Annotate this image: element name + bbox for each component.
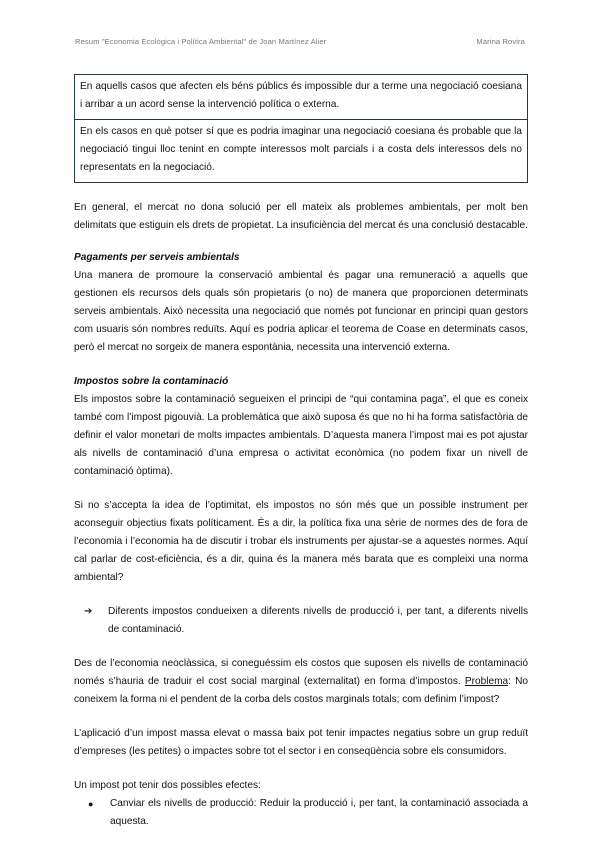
section-heading: Pagaments per serveis ambientals [74,252,240,263]
problem-label: Problema [464,676,509,687]
paragraph-optimitat: Si no s’accepta la idea de l’optimitat, els impostos no són més que un possible instrument per aconseguir objectius fixats políticament. És a dir, la política fixa una sèrie de normes des de fora de l’economia i l’economia ha de discutir i trobar els instruments per ajustar-se a aquestes normes. Aquí cal parlar de cost-eficiència, és a dir, quina és la manera més barata que es compleixi una norma ambiental? [74,500,528,583]
text-run: : No coneixem la forma ni el pendent de la corba dels costos marginals totals; com definim l’impost? [74,676,528,705]
document-body [74,74,528,831]
header-title: Resum "Economia Ecològica i Política Ambiental" de Joan Martínez Alier [75,37,327,46]
header-author: Marina Rovira [476,37,525,46]
section-paragraph: Una manera de promoure la conservació ambiental és pagar una remuneració a aquells que gestionen els recursos dels quals són propietaris (o no) de manera que proporcionen determinats serveis ambientals. Això necessita una negociació que només pot funcionar en principi quan gestors com usuaris són nombres reduïts. Aquí es podria aplicar el teorema de Coase en determinats casos, però el mercat no sorgeix de manera espontània, necessita una intervenció externa. [74,270,528,353]
arrow-right-icon: ➔ [84,606,93,617]
section-paragraph: Els impostos sobre la contaminació segueixen el principi de “qui contamina paga”, el que es coneix també com l’impost pigouvià. La problemàtica que això suposa és que no hi ha forma satisfactòria de definir el valor monetari de molts impactes ambientals. D’aquesta manera l’impost mai es pot ajustar als nivells de contaminació d’una empresa o activitat econòmica (no podem fixar un nivell de contaminació òptima). [74,394,528,477]
callout-text: En els casos en què potser sí que es podria imaginar una negociació coesiana és probable que la negociació tingui lloc tenint en compte interessos molt parcials i a costa dels interessos dels no representats en la negociació. [80,126,522,173]
section-heading: Impostos sobre la contaminació [74,376,229,387]
bullet-dot-icon: ● [88,799,94,809]
paragraph-neoclassica [74,655,528,709]
paragraph-efectes: Un impost pot tenir dos possibles efectes: [74,780,261,791]
text-run: Des de l’economia neoclàssica, si coneguéssim els costos que suposen els nivells de contaminació només s’hauria de traduir el cost social marginal (externalitat) en forma d’impostos. [74,658,528,687]
list-item [88,795,528,831]
paragraph-aplicacio: L’aplicació d’un impost massa elevat o massa baix pot tenir impactes negatius sobre un grup reduït d’empreses (les petites) o impactes sobre tot el sector i en conseqüència sobre els consumidors. [74,728,528,757]
list-item-text: Diferents impostos condueixen a diferents nivells de producció i, per tant, a diferents nivells de contaminació. [108,606,528,635]
paragraph-general: En general, el mercat no dona solució per ell mateix als problemes ambientals, per molt ben delimitats que estiguin els drets de propietat. La insuficiència del mercat és una conclusió destacable. [74,202,528,231]
callout-text: En aquells casos que afecten els béns públics és impossible dur a terme una negociació coesiana i arribar a un acord sense la intervenció política o externa. [80,81,522,110]
callout-box [74,74,528,120]
callout-box [74,120,528,183]
list-item-text: Canviar els nivells de producció: Reduir la producció i, per tant, la contaminació associada a aquesta. [110,798,528,827]
list-item [84,603,528,639]
